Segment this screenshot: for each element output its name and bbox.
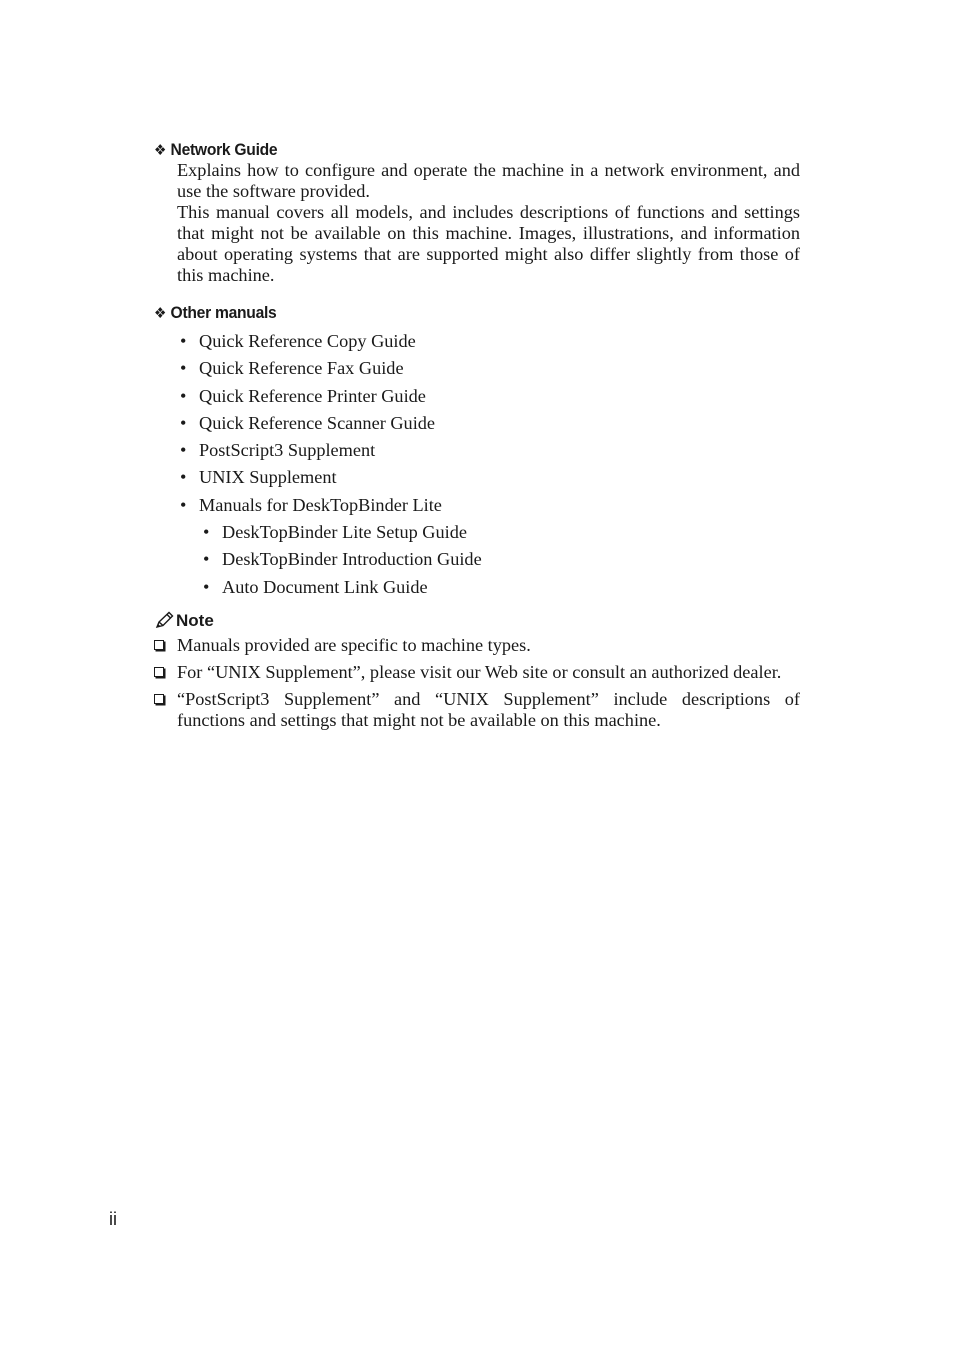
checkbox-icon	[154, 694, 164, 704]
list-item: • Quick Reference Printer Guide	[177, 383, 800, 410]
other-manuals-heading	[154, 302, 276, 324]
list-item: • Quick Reference Scanner Guide	[177, 410, 800, 437]
pencil-icon	[154, 611, 174, 629]
list-item: • Quick Reference Fax Guide	[177, 355, 800, 382]
network-guide-paragraph: This manual covers all models, and includes descriptions of functions and settings that might not be available on this machine. Images, illustrations, and information about operating systems that are supported might also differ slightly from those of this machine.	[177, 202, 800, 285]
sub-list-item: • DeskTopBinder Lite Setup Guide	[177, 519, 800, 546]
list-item: • Quick Reference Copy Guide	[177, 328, 800, 355]
diamond-ornament-icon: ❖	[154, 305, 167, 322]
note-title: Note	[176, 611, 214, 630]
note-list	[154, 635, 800, 737]
bullet-icon: •	[203, 576, 210, 597]
bullet-icon: •	[203, 549, 210, 570]
bullet-icon: •	[180, 331, 187, 351]
network-guide-description	[177, 160, 800, 286]
list-item: • UNIX Supplement	[177, 464, 800, 491]
diamond-ornament-icon: ❖	[154, 142, 167, 159]
checkbox-icon	[154, 640, 164, 650]
note-item: “PostScript3 Supplement” and “UNIX Supplement” include descriptions of functions and settings that might not be available on this machine.	[154, 689, 800, 731]
list-item: • PostScript3 Supplement	[177, 437, 800, 464]
network-guide-title: Network Guide	[170, 140, 278, 159]
bullet-icon: •	[180, 412, 187, 433]
bullet-icon: •	[180, 494, 187, 515]
page-number: ii	[109, 1209, 117, 1229]
note-item: For “UNIX Supplement”, please visit our Web site or consult an authorized dealer.	[154, 662, 800, 683]
bullet-icon: •	[203, 522, 210, 543]
list-item: • Manuals for DeskTopBinder Lite	[177, 492, 800, 519]
note-item: Manuals provided are specific to machine types.	[154, 635, 800, 656]
network-guide-paragraph: Explains how to configure and operate the machine in a network environment, and use the software provided.	[177, 160, 800, 201]
bullet-icon: •	[180, 358, 187, 379]
network-guide-heading	[154, 139, 277, 161]
sub-list-item: • DeskTopBinder Introduction Guide	[177, 546, 800, 573]
bullet-icon: •	[180, 385, 187, 406]
other-manuals-title: Other manuals	[170, 303, 277, 322]
bullet-icon: •	[180, 467, 187, 488]
sub-list-item: • Auto Document Link Guide	[177, 574, 800, 601]
checkbox-icon	[154, 667, 164, 677]
note-heading	[154, 610, 214, 631]
bullet-icon: •	[180, 440, 187, 461]
other-manuals-list	[177, 328, 800, 601]
